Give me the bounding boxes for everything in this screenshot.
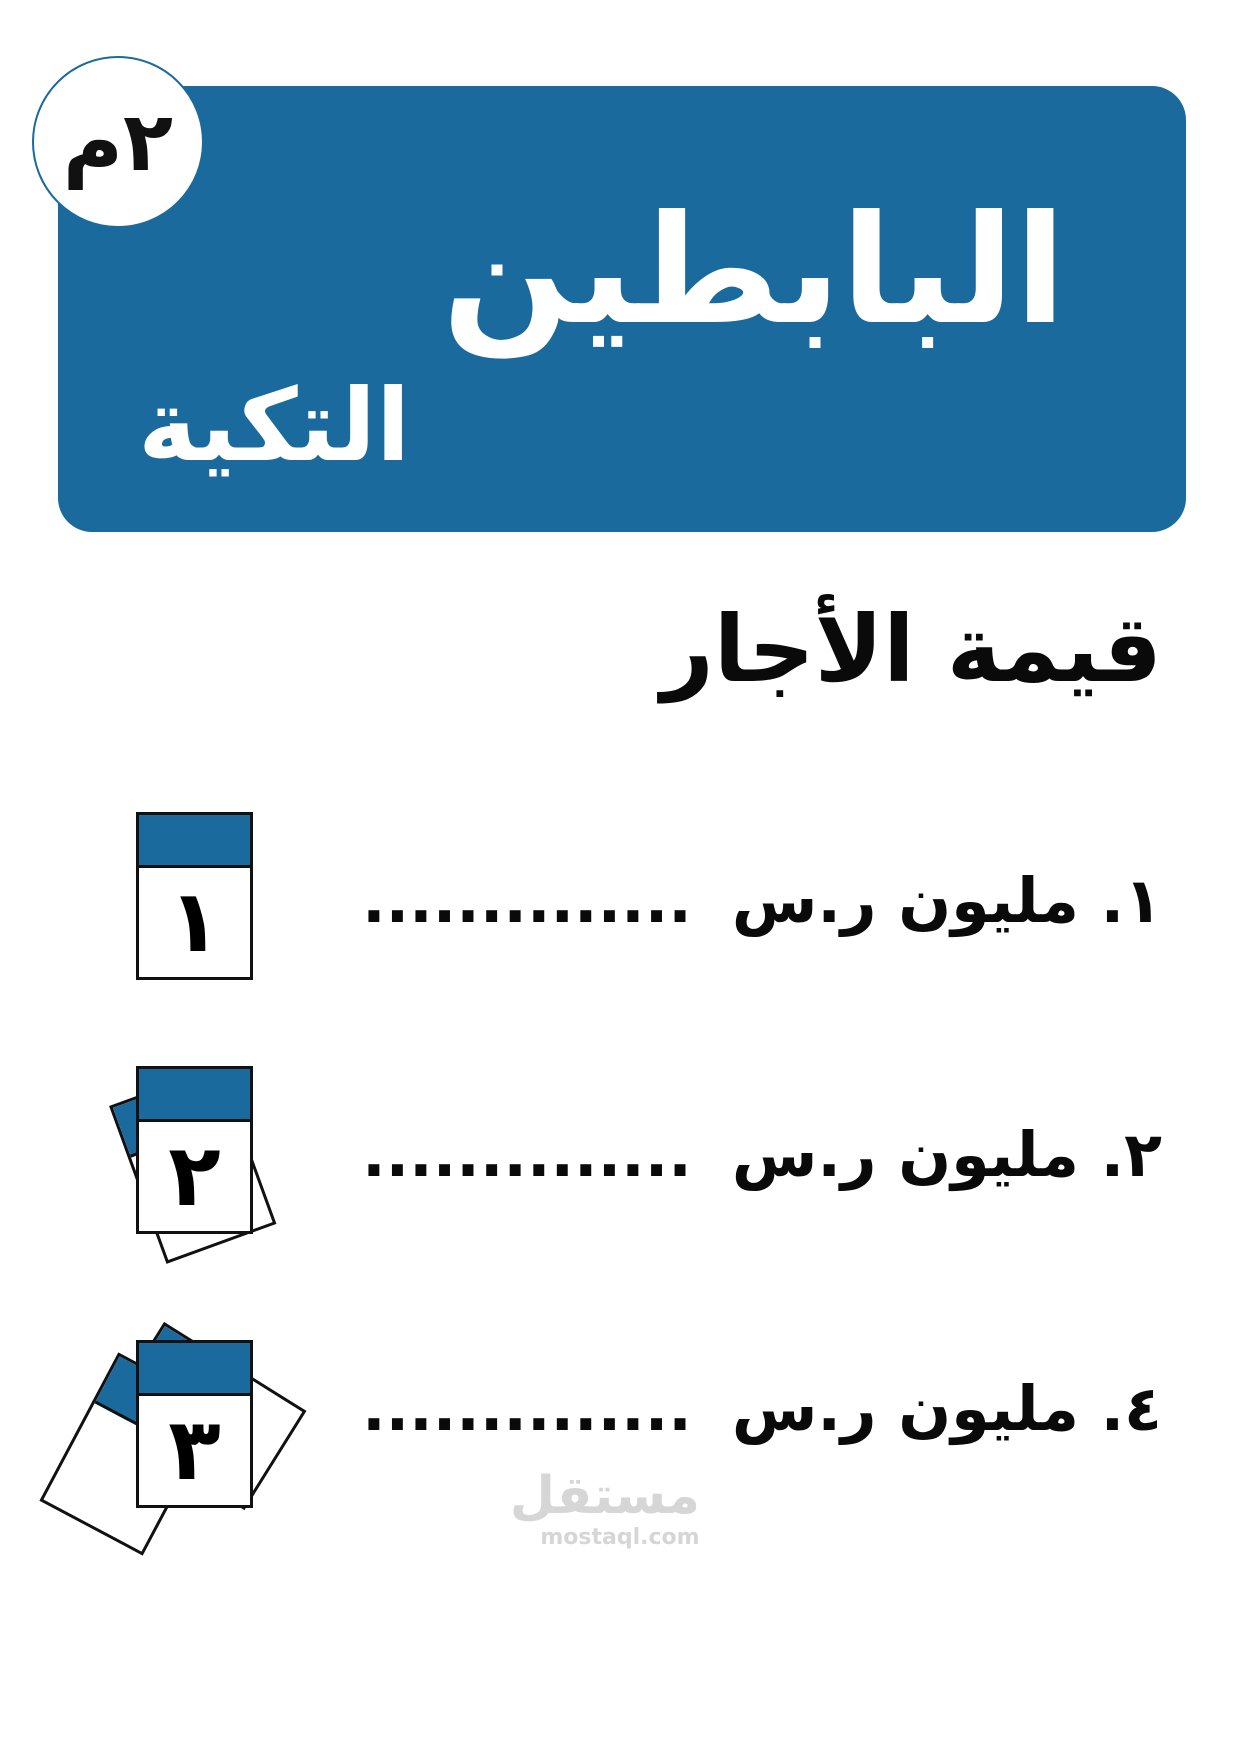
watermark-logo: مستقل xyxy=(509,1466,700,1526)
area-badge: ٢م xyxy=(32,56,204,228)
calendar-number: ١ xyxy=(168,872,221,972)
calendar-page xyxy=(136,1340,253,1508)
rent-item xyxy=(362,846,1162,956)
calendar-page xyxy=(136,812,253,980)
section-title: قيمة الأجار xyxy=(660,596,1162,703)
header-banner xyxy=(58,86,1186,532)
calendar-page xyxy=(136,1066,253,1234)
watermark xyxy=(509,1466,700,1552)
project-subtitle: التكية xyxy=(138,367,411,484)
calendar-number: ٢ xyxy=(168,1126,221,1226)
dotted-leader: .............. xyxy=(362,1372,692,1445)
project-title: البابطين xyxy=(442,184,1066,358)
calendar-number: ٣ xyxy=(168,1400,221,1500)
watermark-url: mostaql.com xyxy=(540,1525,700,1551)
rent-item xyxy=(362,1100,1162,1210)
rent-item xyxy=(362,1354,1162,1464)
dotted-leader: .............. xyxy=(362,1118,692,1191)
rent-label: ٤. مليون ر.س xyxy=(731,1372,1162,1445)
dotted-leader: .............. xyxy=(362,864,692,937)
rent-label: ٢. مليون ر.س xyxy=(731,1118,1162,1191)
rent-label: ١. مليون ر.س xyxy=(731,864,1162,937)
